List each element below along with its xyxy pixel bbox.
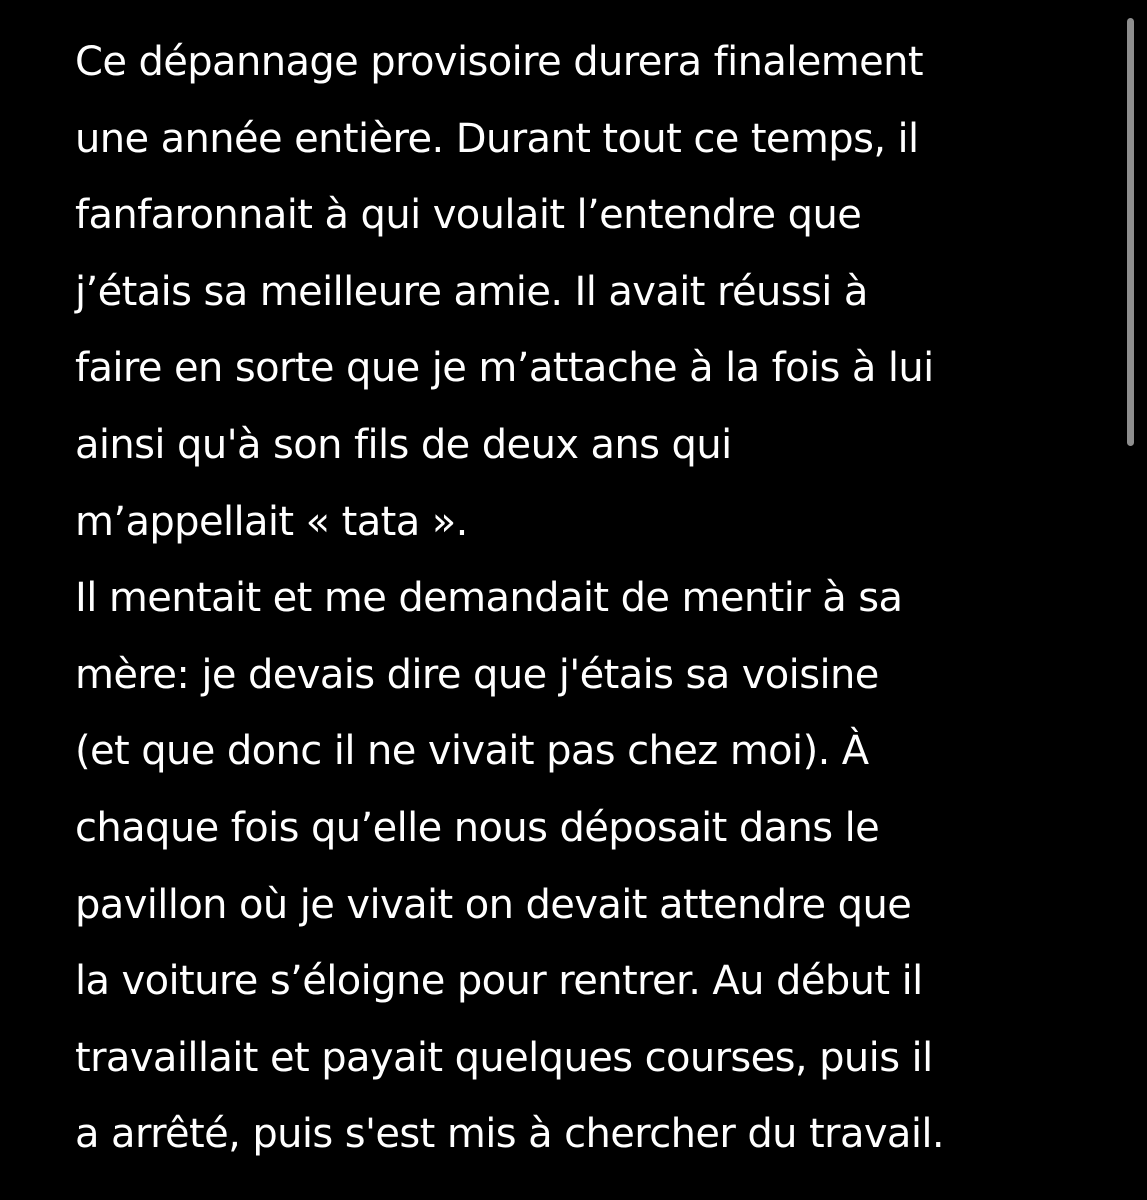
text-line: (et que donc il ne vivait pas chez moi). À [75, 728, 869, 775]
vertical-scrollbar[interactable] [1127, 18, 1134, 446]
text-line: m’appellait « tata ». [75, 498, 468, 545]
text-line: mère: je devais dire que j'étais sa voisine [75, 651, 879, 698]
text-line: faire en sorte que je m’attache à la fois à lui [75, 345, 934, 392]
text-line: la voiture s’éloigne pour rentrer. Au début il [75, 958, 923, 1005]
text-line: chaque fois qu’elle nous déposait dans le [75, 804, 880, 851]
text-line: travaillait et payait quelques courses, puis il [75, 1034, 933, 1081]
text-line: une année entière. Durant tout ce temps, il [75, 115, 919, 162]
text-line: ainsi qu'à son fils de deux ans qui [75, 421, 732, 468]
text-line: a arrêté, puis s'est mis à chercher du travail. [75, 1111, 944, 1158]
text-line: Il mentait et me demandait de mentir à sa [75, 575, 903, 622]
text-line: pavillon où je vivait on devait attendre que [75, 881, 912, 928]
text-line: j’étais sa meilleure amie. Il avait réussi à [75, 268, 868, 315]
document-text [75, 24, 1115, 1173]
text-line: Ce dépannage provisoire durera finalement [75, 39, 923, 85]
text-line: fanfaronnait à qui voulait l’entendre que [75, 192, 862, 239]
